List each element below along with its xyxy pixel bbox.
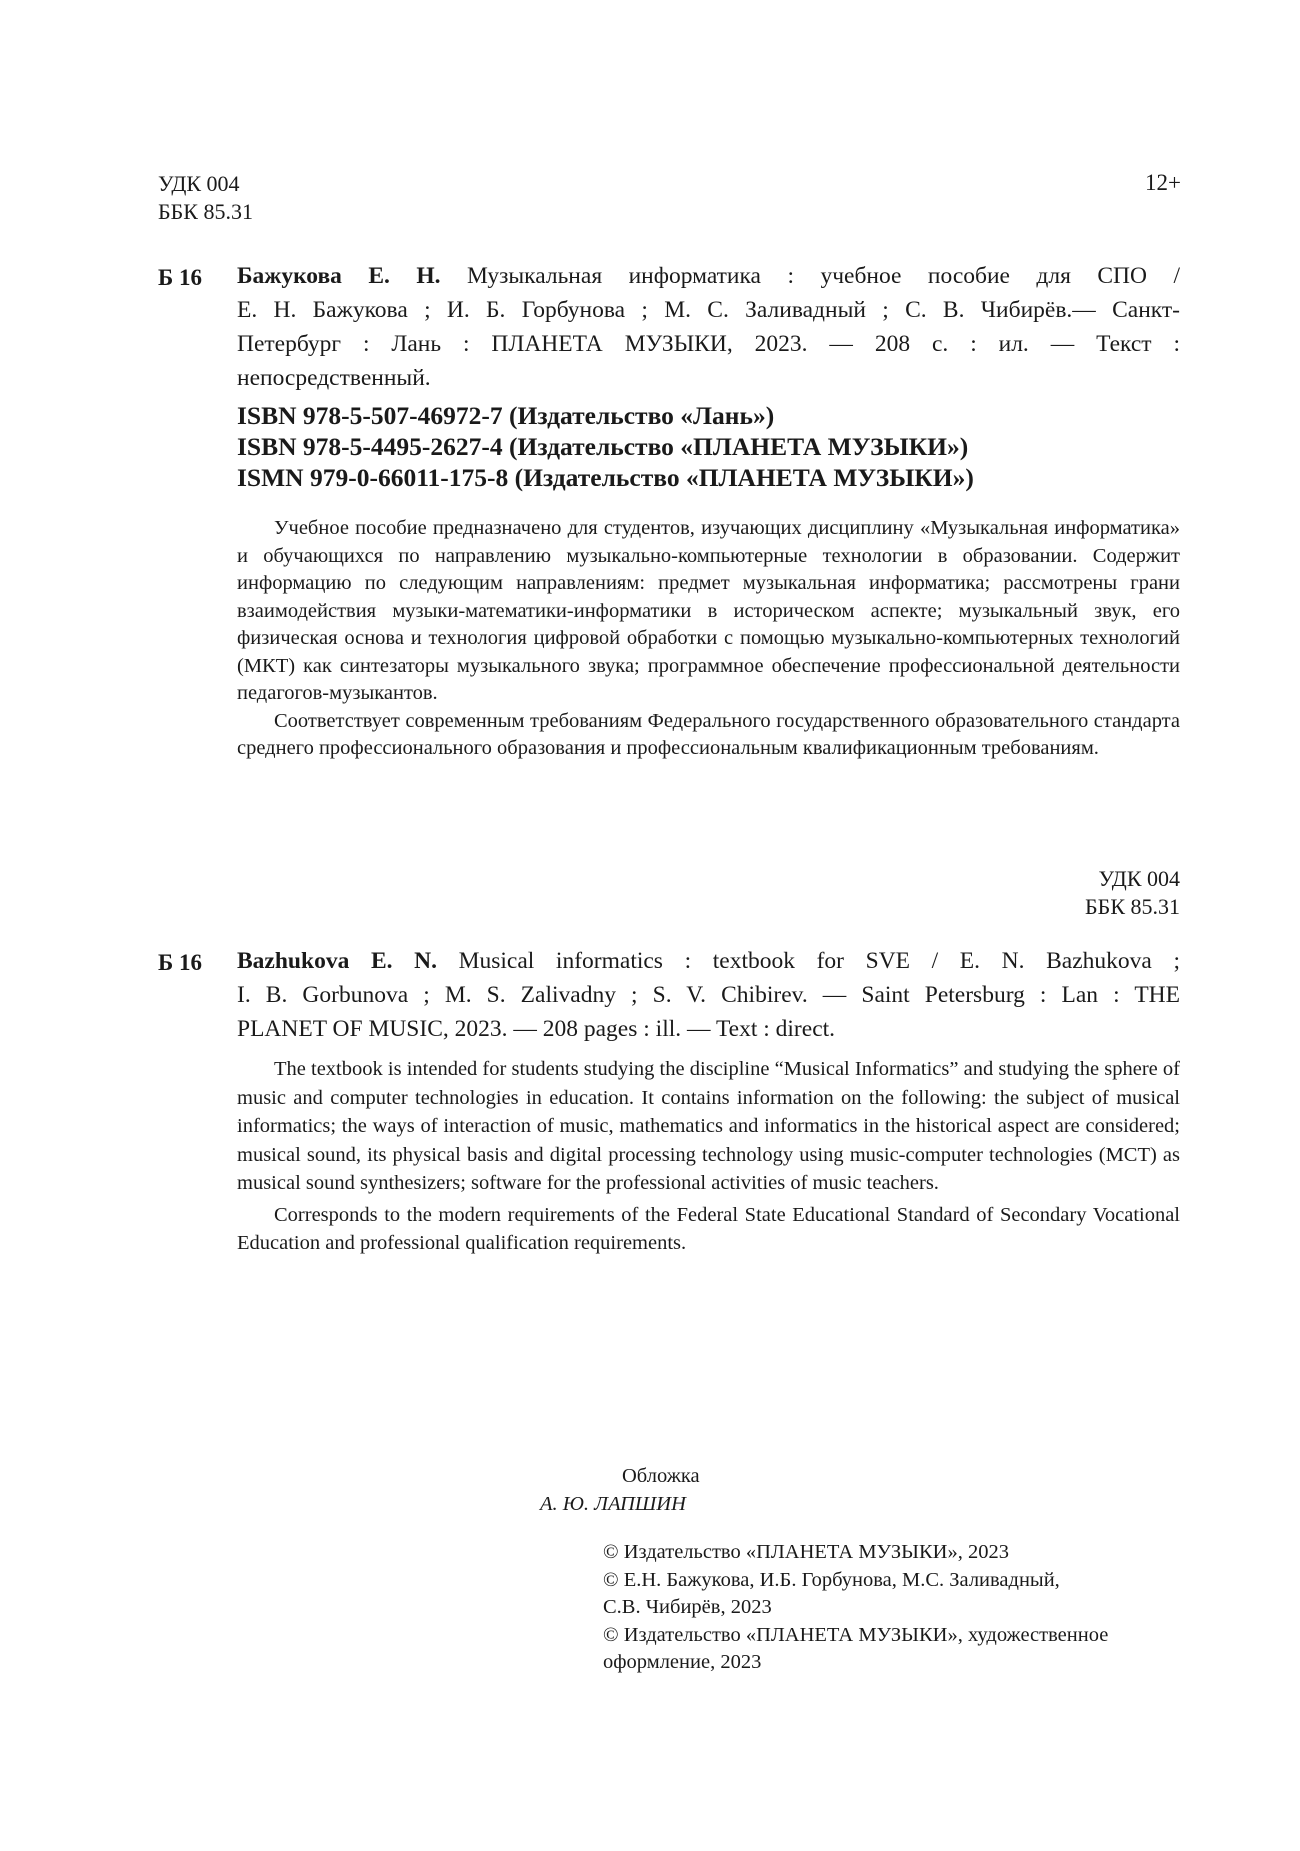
classification-codes-top xyxy=(158,170,253,226)
udk-code-right: УДК 004 xyxy=(1098,866,1180,891)
ru-entry-code: Б 16 xyxy=(158,265,202,290)
ru-entry-line1: Бажукова Е. Н. Музыкальная информатика : учебное пособие для СПО / xyxy=(237,263,1180,289)
bbk-code: ББК 85.31 xyxy=(158,199,253,224)
en-entry-line1: Bazhukova E. N. Musical informatics : textbook for SVE / E. N. Bazhukova ; xyxy=(237,948,1180,974)
ru-entry-line3: Петербург : Лань : ПЛАНЕТА МУЗЫКИ, 2023. — 208 с. : ил. — Текст : xyxy=(237,331,1180,357)
copyright-block xyxy=(603,1539,1203,1677)
cover-credit xyxy=(540,1462,700,1518)
copyright-line2: © Е.Н. Бажукова, И.Б. Горбунова, М.С. Заливадный, xyxy=(603,1568,1060,1591)
copyright-line4: © Издательство «ПЛАНЕТА МУЗЫКИ», художественное xyxy=(603,1623,1109,1646)
en-abstract-p2: Corresponds to the modern requirements of the Federal State Educational Standard of Secondary Vocational Education and professional qualification requirements. xyxy=(237,1203,1180,1254)
ru-bibliographic-entry xyxy=(237,259,1180,395)
cover-label: Обложка xyxy=(622,1465,700,1487)
ru-author: Бажукова Е. Н. xyxy=(237,263,441,289)
isbn-lan: ISBN 978-5-507-46972-7 (Издательство «Лань») xyxy=(237,401,775,430)
isbn-block xyxy=(237,400,974,493)
ru-abstract xyxy=(237,515,1180,763)
copyright-line1: © Издательство «ПЛАНЕТА МУЗЫКИ», 2023 xyxy=(603,1541,1009,1563)
en-author: Bazhukova E. N. xyxy=(237,948,437,974)
ru-entry-line4: непосредственный. xyxy=(237,365,431,391)
bbk-code-right: ББК 85.31 xyxy=(1085,894,1180,919)
copyright-line5: оформление, 2023 xyxy=(603,1651,762,1673)
udk-code: УДК 004 xyxy=(158,171,240,196)
age-rating: 12+ xyxy=(1145,170,1181,195)
en-entry-line3: PLANET OF MUSIC, 2023. — 208 pages : ill. — Text : direct. xyxy=(237,1016,836,1042)
ru-abstract-p2: Соответствует современным требованиям Федерального государственного образовательного стандарта среднего профессионального образования и профессиональным квалификационным требованиям. xyxy=(237,709,1180,759)
ru-entry-line2: Е. Н. Бажукова ; И. Б. Горбунова ; М. С. Заливадный ; С. В. Чибирёв.— Санкт- xyxy=(237,297,1180,323)
en-abstract xyxy=(237,1055,1180,1258)
classification-codes-right xyxy=(1060,865,1180,921)
isbn-planeta: ISBN 978-5-4495-2627-4 (Издательство «ПЛАНЕТА МУЗЫКИ») xyxy=(237,432,969,461)
en-bibliographic-entry xyxy=(237,944,1180,1046)
en-abstract-p1: The textbook is intended for students studying the discipline “Musical Informatics” and studying the sphere of music and computer technologies in education. It contains information on the following: the subject of musical informatics; the ways of interaction of music, mathematics and informatics in the historical aspect are considered; musical sound, its physical basis and digital processing technology using music-computer technologies (MCT) as musical sound synthesizers; software for the professional activities of music teachers. xyxy=(237,1058,1180,1194)
ismn-planeta: ISMN 979-0-66011-175-8 (Издательство «ПЛАНЕТА МУЗЫКИ») xyxy=(237,463,974,492)
copyright-line3: С.В. Чибирёв, 2023 xyxy=(603,1596,772,1618)
ru-abstract-p1: Учебное пособие предназначено для студентов, изучающих дисциплину «Музыкальная информатика» и обучающихся по направлению музыкально-компьютерные технологии в образовании. Содержит информацию по следующим направлениям: предмет музыкальная информатика; рассмотрены грани взаимодействия музыки-математики-информатики в историческом аспекте; музыкальный звук, его физическая основа и технология цифровой обработки с помощью музыкально-компьютерных технологий (МКТ) как синтезаторы музыкального звука; программное обеспечение профессиональной деятельности педагогов-музыкантов. xyxy=(237,517,1180,704)
en-entry-code: Б 16 xyxy=(158,950,202,975)
cover-designer: А. Ю. ЛАПШИН xyxy=(540,1493,686,1515)
en-entry-line2: I. B. Gorbunova ; M. S. Zalivadny ; S. V. Chibirev. — Saint Petersburg : Lan : THE xyxy=(237,982,1180,1008)
